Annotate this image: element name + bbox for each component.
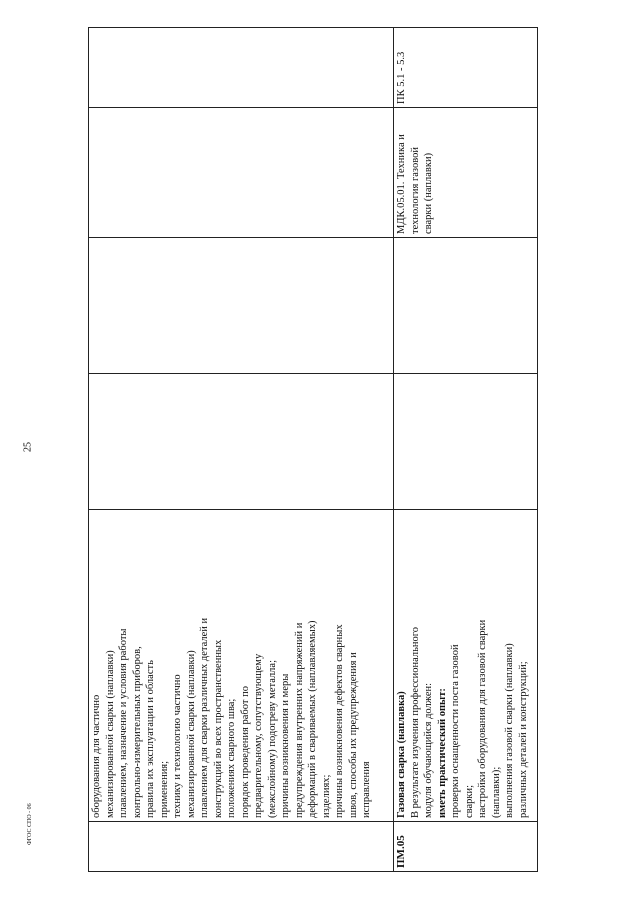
hours-cell — [89, 238, 394, 374]
mdk-text: МДК.05.01. Техника и технология газовой сварки (наплавки) — [396, 134, 434, 234]
competence-cell: ПК 5.1 - 5.3 — [394, 28, 538, 108]
rotated-table-area — [88, 28, 538, 872]
module-code-cell: ПМ.05 — [394, 822, 538, 872]
footer-doc-code: ФГОС СПО - 06 — [27, 803, 33, 845]
experience-label: иметь практический опыт: — [436, 688, 448, 818]
competence-cell — [89, 28, 394, 108]
experience-list: проверки оснащенности поста газовой сварки; настройки оборудования для газовой сварки (наплавки); выполнения газовой сварки (наплавки) различных деталей и конструкций; — [450, 619, 529, 818]
module-intro: В результате изучения профессионального модуля обучающийся должен: — [409, 626, 434, 818]
hours-cell — [394, 238, 538, 374]
page-number: 25 — [22, 442, 34, 452]
module-content-text: оборудования для частично механизированной сварки (наплавки) плавлением, назначение и условия работы контрольно-измерительных приборов, правила их эксплуатации и область применения; технику и технологию частично механизированной сварки (наплавки) плавлением для сварки различных деталей и конструкций во всех пространственных положениях сварного шва; порядок проведения работ по предварительному, сопутствующему (межслойному) подогреву металла; причины возникновения и меры предупреждения внутренних напряжений и деформаций в свариваемых (наплавляемых) изделиях; причины возникновения дефектов сварных швов, способы их предупреждения и исправления — [91, 617, 372, 818]
module-title: Газовая сварка (наплавка) — [396, 691, 407, 818]
mdk-cell — [394, 108, 538, 238]
curriculum-table — [88, 27, 538, 872]
mdk-cell — [89, 108, 394, 238]
hours-cell — [394, 374, 538, 510]
module-content-cell — [89, 510, 394, 822]
table-row — [89, 28, 394, 872]
table-row — [394, 28, 538, 872]
module-code-cell — [89, 822, 394, 872]
hours-cell — [89, 374, 394, 510]
module-content-cell — [394, 510, 538, 822]
